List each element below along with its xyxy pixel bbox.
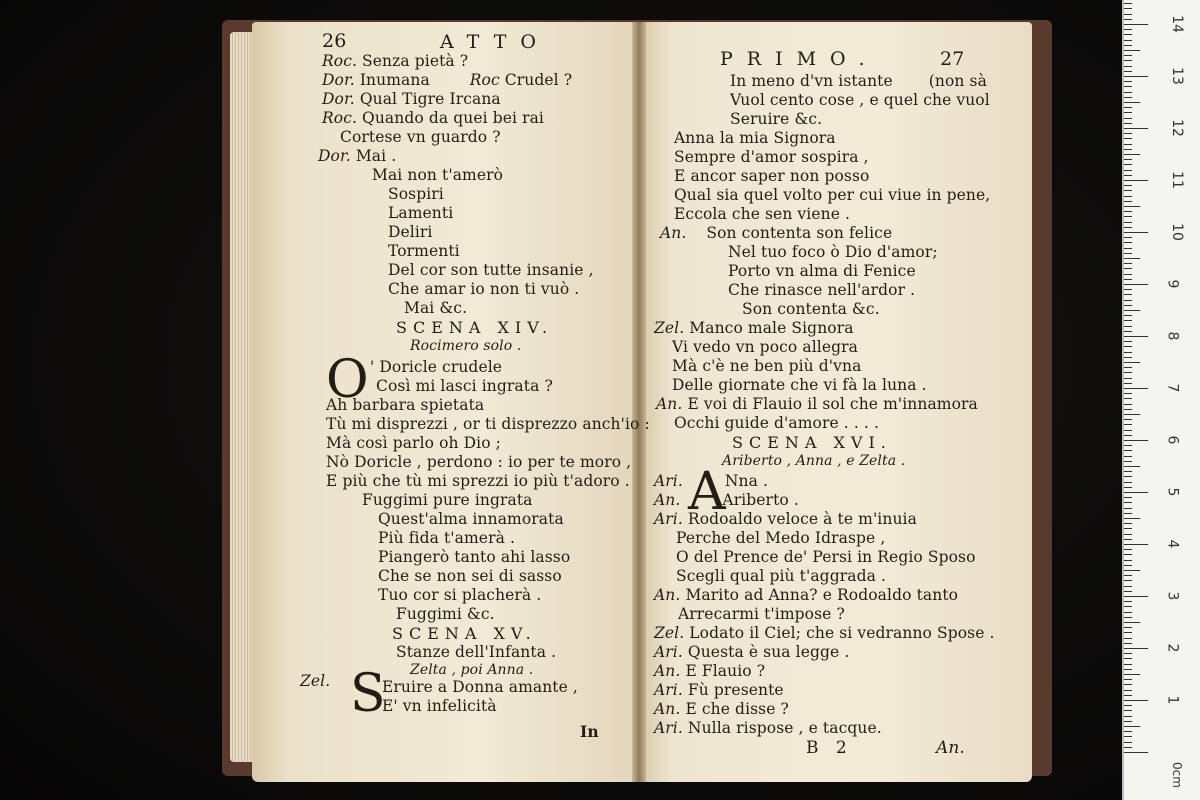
ruler-tick	[1122, 50, 1140, 51]
verse-line: Dor. Inumana Roc Crudel ?	[322, 71, 573, 89]
verse-line: Dor. Mai .	[318, 147, 397, 165]
verse-line: Mà c'è ne ben più d'vna	[672, 357, 862, 375]
left-running-head: ATTO	[440, 31, 550, 53]
verse-line: Tù mi disprezzi , or ti disprezzo anch'io :	[326, 415, 650, 433]
verse-line: An. E che disse ?	[654, 700, 789, 718]
ruler-number: 5	[1164, 487, 1181, 497]
scene-heading: SCENA XV.	[392, 624, 537, 643]
verse-line: Sospiri	[388, 185, 444, 203]
verse-line: Deliri	[388, 223, 433, 241]
drop-cap: O	[326, 350, 369, 410]
verse-line: In meno d'vn istante (non sà	[730, 72, 987, 90]
verse-line: Piangerò tanto ahi lasso	[378, 548, 571, 566]
verse-line: Ari. Rodoaldo veloce à te m'inuia	[654, 510, 917, 528]
verse-line: Porto vn alma di Fenice	[728, 262, 916, 280]
ruler-tick	[1122, 128, 1148, 129]
verse-line: Mai &c.	[404, 299, 468, 317]
verse-line: Che rinasce nell'ardor .	[728, 281, 916, 299]
speaker-label: Zel.	[300, 672, 331, 690]
verse-line: Cortese vn guardo ?	[340, 128, 501, 146]
ruler-tick	[1122, 24, 1148, 25]
verse-line: Lamenti	[388, 204, 454, 222]
ruler-number: 13	[1168, 67, 1185, 85]
stage-direction: Zelta , poi Anna .	[410, 662, 534, 678]
verse-line: Del cor son tutte insanie ,	[388, 261, 594, 279]
verse-line: Zel. Lodato il Ciel; che si vedranno Spose .	[654, 624, 995, 642]
ruler-tick	[1122, 284, 1148, 285]
ruler-tick	[1122, 492, 1148, 493]
ruler-number: 7	[1164, 383, 1181, 393]
verse-line: Son contenta &c.	[742, 300, 880, 318]
ruler-tick	[1122, 700, 1148, 701]
verse-line: Ari. Nna .	[654, 472, 769, 490]
verse-line: Ari. Nulla rispose , e tacque.	[654, 719, 882, 737]
ruler-tick	[1122, 232, 1148, 233]
verse-line: E' vn infelicità	[382, 697, 497, 715]
verse-line: Ari. Fù presente	[654, 681, 784, 699]
verse-line: Eruire a Donna amante ,	[382, 678, 578, 696]
stage-direction: Ariberto , Anna , e Zelta .	[722, 453, 906, 469]
signature-mark: B 2	[806, 738, 853, 758]
ruler-tick	[1122, 544, 1148, 545]
verse-line: An. Son contenta son felice	[660, 224, 893, 242]
ruler-number: 4	[1164, 539, 1181, 549]
verse-line: Nel tuo foco ò Dio d'amor;	[728, 243, 938, 261]
ruler-tick	[1122, 310, 1140, 311]
verse-line: An. E voi di Flauio il sol che m'innamora	[656, 395, 978, 413]
ruler-tick	[1122, 76, 1148, 77]
ruler-tick	[1122, 440, 1148, 441]
ruler-tick	[1122, 154, 1140, 155]
ruler-number: 1	[1164, 695, 1181, 705]
ruler-number: 10	[1168, 223, 1185, 241]
verse-line: Ah barbara spietata	[326, 396, 485, 414]
verse-line: Vuol cento cose , e quel che vuol	[730, 91, 990, 109]
verse-line: Fuggimi &c.	[396, 605, 495, 623]
verse-line: Eccola che sen viene .	[674, 205, 851, 223]
verse-line: An. E Flauio ?	[654, 662, 766, 680]
measuring-ruler	[1122, 0, 1200, 800]
verse-line: An. Ariberto .	[654, 491, 799, 509]
verse-line: Ari. Questa è sua legge .	[654, 643, 850, 661]
ruler-tick	[1122, 102, 1140, 103]
verse-line: O del Prence de' Persi in Regio Sposo	[676, 548, 976, 566]
ruler-number: 9	[1164, 279, 1181, 289]
ruler-number: 3	[1164, 591, 1181, 601]
stage-direction: Rocimero solo .	[410, 338, 522, 354]
right-running-head: PRIMO.	[720, 48, 879, 70]
ruler-number: 6	[1164, 435, 1181, 445]
verse-line: Che amar io non ti vuò .	[388, 280, 580, 298]
verse-line: Delle giornate che vi fà la luna .	[672, 376, 927, 394]
verse-line: Sempre d'amor sospira ,	[674, 148, 869, 166]
verse-line: Occhi guide d'amore . . . .	[674, 414, 879, 432]
ruler-tick	[1122, 648, 1148, 649]
verse-line: Roc. Senza pietà ?	[322, 52, 469, 70]
ruler-number: 14	[1168, 15, 1185, 33]
verse-line: An. Marito ad Anna? e Rodoaldo tanto	[654, 586, 959, 604]
scene-heading: SCENA XIV.	[396, 318, 554, 337]
book-gutter	[632, 22, 646, 782]
stage-place: Stanze dell'Infanta .	[396, 643, 557, 661]
ruler-tick	[1122, 206, 1140, 207]
ruler-number: 12	[1168, 119, 1185, 137]
catchword: In	[580, 722, 599, 741]
ruler-tick	[1122, 752, 1148, 753]
ruler-tick	[1122, 570, 1140, 571]
verse-line: Perche del Medo Idraspe ,	[676, 529, 886, 547]
verse-line: Così mi lasci ingrata ?	[376, 377, 553, 395]
ruler-edge	[1122, 0, 1124, 800]
scene-heading: SCENA XVI.	[732, 433, 892, 452]
verse-line: Dor. Qual Tigre Ircana	[322, 90, 501, 108]
verse-line: Vi vedo vn poco allegra	[672, 338, 858, 356]
ruler-tick	[1122, 674, 1140, 675]
ruler-tick	[1122, 258, 1140, 259]
ruler-number: 11	[1168, 171, 1185, 189]
left-page-number: 26	[322, 30, 347, 52]
verse-line: Più fida t'amerà .	[378, 529, 515, 547]
drop-cap: A	[688, 462, 726, 522]
catchword: An.	[936, 738, 965, 758]
ruler-number: 2	[1164, 643, 1181, 653]
verse-line: Anna la mia Signora	[674, 129, 836, 147]
right-page-number: 27	[940, 48, 965, 70]
ruler-tick	[1122, 336, 1148, 337]
ruler-unit-label: 0cm	[1169, 762, 1184, 788]
verse-line: E più che tù mi sprezzi io più t'adoro .	[326, 472, 630, 490]
verse-line: Seruire &c.	[730, 110, 823, 128]
ruler-tick	[1122, 388, 1148, 389]
verse-line: E ancor saper non posso	[674, 167, 870, 185]
ruler-tick	[1122, 596, 1148, 597]
ruler-number: 8	[1164, 331, 1181, 341]
ruler-tick	[1122, 414, 1140, 415]
verse-line: Fuggimi pure ingrata	[362, 491, 533, 509]
ruler-tick	[1122, 180, 1148, 181]
verse-line: Scegli qual più t'aggrada .	[676, 567, 886, 585]
ruler-tick	[1122, 518, 1140, 519]
ruler-tick	[1122, 362, 1140, 363]
verse-line: Qual sia quel volto per cui viue in pene,	[674, 186, 991, 204]
drop-cap: S	[350, 664, 386, 724]
verse-line: Che se non sei di sasso	[378, 567, 562, 585]
verse-line: Nò Doricle , perdono : io per te moro ,	[326, 453, 632, 471]
ruler-tick	[1122, 466, 1140, 467]
verse-line: Mai non t'amerò	[372, 166, 504, 184]
verse-line: Tuo cor si placherà .	[378, 586, 542, 604]
verse-line: Roc. Quando da quei bei rai	[322, 109, 544, 127]
ruler-tick	[1122, 622, 1140, 623]
verse-line: Zel. Manco male Signora	[654, 319, 854, 337]
verse-line: Arrecarmi t'impose ?	[678, 605, 845, 623]
ruler-tick	[1122, 726, 1140, 727]
verse-line: Quest'alma innamorata	[378, 510, 564, 528]
verse-line: ' Doricle crudele	[370, 358, 503, 376]
verse-line: Tormenti	[388, 242, 460, 260]
verse-line: Mà così parlo oh Dio ;	[326, 434, 501, 452]
